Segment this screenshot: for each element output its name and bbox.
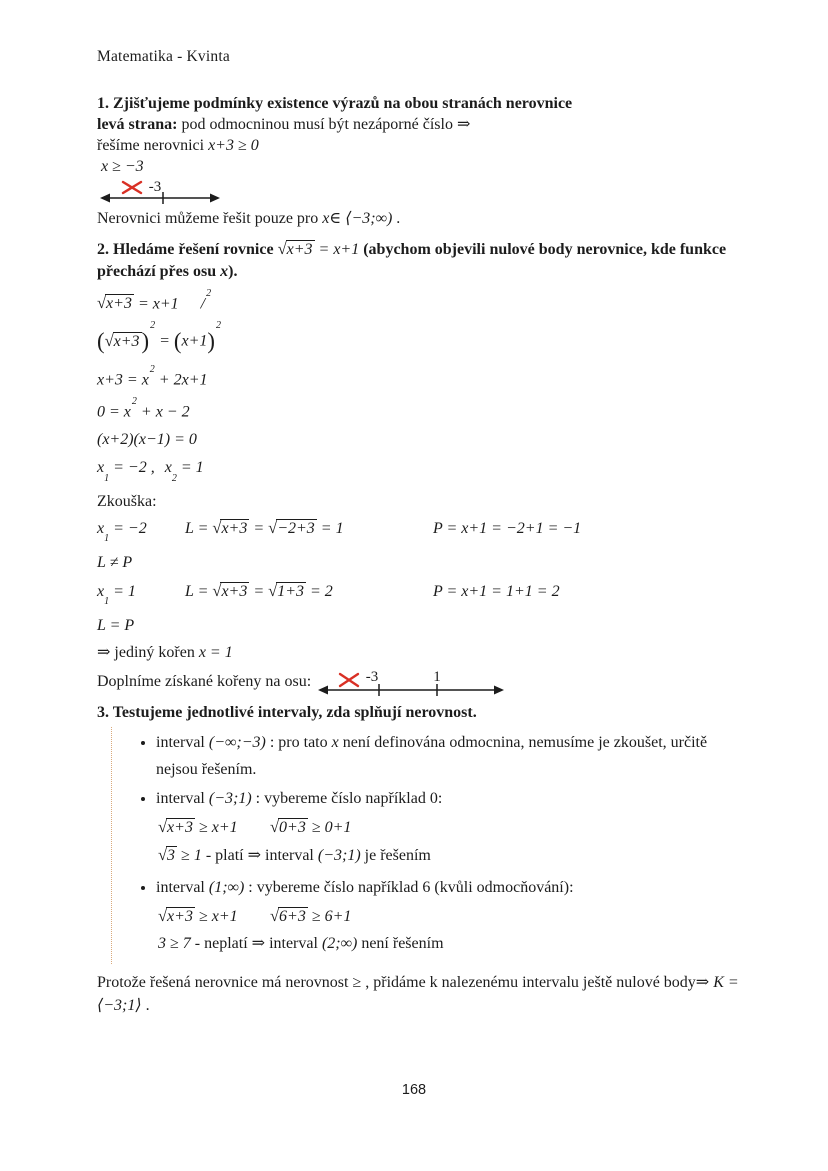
page-content bbox=[97, 93, 749, 1017]
solve-math: x+3 ≥ 0 bbox=[208, 137, 259, 154]
heading-2-end: ). bbox=[228, 263, 238, 280]
check-relation-2: L = P bbox=[97, 616, 135, 634]
section-2-heading bbox=[97, 238, 749, 283]
sqrt-icon: √ bbox=[212, 580, 222, 600]
result-line bbox=[97, 156, 749, 177]
conclusion-line bbox=[97, 208, 749, 229]
implies-arrow: ⇒ bbox=[97, 643, 111, 661]
solve-inequality-line bbox=[97, 135, 749, 156]
left-side-label: levá strana: bbox=[97, 116, 178, 133]
final-conclusion: Protože řešená nerovnice má nerovnost ≥ , přidáme k nalezenému intervalu ještě nulové body⇒ K = ⟨−3;1⟩ . bbox=[97, 973, 739, 1014]
check-root-1: $x_1 = -2$ bbox=[97, 519, 147, 544]
equation-factored: (x+2)(x−1) = 0 bbox=[97, 431, 197, 449]
check-row-1 bbox=[97, 516, 749, 546]
test-six-result-line: 3 ≥ 7 - neplatí ⇒ interval (2;∞) není řešením bbox=[158, 934, 444, 952]
check-left-side-1: L = √x+3 = √−2+3 = 1 bbox=[185, 517, 344, 537]
bullet-interval-minus3-1: • interval (−3;1) : vybereme číslo například 0: √x+3 ≥ x+1 √0+3 ≥ 0+1 √3 ≥ 1 - platí ⇒ interval (−3;1) je řešením bbox=[156, 785, 749, 867]
solution-set-math: K = ⟨−3;1⟩ bbox=[97, 973, 739, 1014]
test-six-math-row: √x+3 ≥ x+1 √6+3 ≥ 6+1 bbox=[158, 905, 352, 925]
implies-arrow: ⇒ bbox=[695, 973, 710, 991]
check-right-side-2: P = x+1 = 1+1 = 2 bbox=[433, 582, 560, 600]
sqrt-icon: √ bbox=[97, 293, 107, 313]
implies-arrow: ⇒ bbox=[247, 846, 261, 864]
roots-axis-row bbox=[97, 666, 749, 698]
check-left-side-2: L = √x+3 = √1+3 = 2 bbox=[185, 580, 333, 600]
section-1-heading: 1. Zjišťujeme podmínky existence výrazů na obou stranách nerovnice bbox=[97, 95, 573, 112]
bullet-interval-minus-inf: • interval (−∞;−3) : pro tato x není definována odmocnina, nemusíme je zkoušet, určitě nejsou řešením. bbox=[156, 729, 749, 783]
sqrt-icon: √ bbox=[158, 844, 168, 864]
cross-out-icon bbox=[123, 182, 141, 193]
conclusion-text: Nerovnici můžeme řešit pouze pro bbox=[97, 210, 323, 227]
tick-label-1: 1 bbox=[433, 668, 441, 685]
heading-2-start: 2. Hledáme řešení rovnice bbox=[97, 241, 278, 258]
sqrt-icon: √ bbox=[104, 330, 114, 350]
page-number: 168 bbox=[401, 1082, 427, 1098]
test-zero-result-line: √3 ≥ 1 - platí ⇒ interval (−3;1) je řešením bbox=[158, 844, 431, 864]
heading-2-var: x bbox=[220, 263, 229, 280]
equation-quadratic: $0 = x^2 + x - 2$ bbox=[97, 395, 190, 421]
implies-arrow: ⇒ bbox=[251, 934, 266, 952]
right-arrowhead-icon bbox=[210, 194, 220, 203]
bullet-interval-1-inf: • interval (1;∞) : vybereme číslo například 6 (kvůli odmocňování): √x+3 ≥ x+1 √6+3 ≥ 6+1 3 ≥ 7 - neplatí ⇒ interval (2;∞) není řešením bbox=[156, 874, 749, 955]
sqrt-icon: √ bbox=[270, 905, 280, 925]
square-both-sides: / bbox=[200, 295, 206, 313]
right-arrowhead-icon bbox=[494, 685, 504, 694]
check-right-side-1: P = x+1 = −2+1 = −1 bbox=[433, 519, 582, 537]
check-label: Zkouška: bbox=[97, 492, 157, 510]
number-line-2 bbox=[317, 666, 505, 698]
sqrt-icon: √ bbox=[270, 816, 280, 836]
equation-sqrt: √x+3 = x+1 /$^2$ bbox=[97, 288, 212, 313]
number-line-1 bbox=[99, 178, 221, 206]
check-root-2: $x_1 = 1$ bbox=[97, 582, 136, 607]
conclusion-math: x∈ ⟨−3;∞) bbox=[322, 210, 393, 227]
sqrt-icon: √ bbox=[277, 239, 287, 258]
interval-bullet-list bbox=[111, 727, 749, 964]
sqrt-icon: √ bbox=[158, 905, 168, 925]
tick-label-minus-3: -3 bbox=[148, 179, 162, 195]
heading-2-sqrt: √x+3 = x+1 bbox=[277, 239, 364, 258]
single-root-line: ⇒ jediný kořen x = 1 bbox=[97, 643, 233, 661]
heading-2-mid: (abychom objevili nulové body nerovnice, kde funkce přechází přes osu bbox=[97, 241, 727, 280]
check-relation-1: L ≠ P bbox=[97, 553, 133, 571]
page-header: Matematika - Kvinta bbox=[97, 48, 230, 65]
sqrt-icon: √ bbox=[212, 517, 222, 537]
equation-expanded: $x+3 = x^2 + 2x+1$ bbox=[97, 363, 208, 388]
equation-squared: $(√x+3)^2 = (x+1)^2$ bbox=[97, 320, 221, 354]
axis-caption: Doplníme získané kořeny na osu: bbox=[97, 672, 312, 690]
test-zero-math-row: √x+3 ≥ x+1 √0+3 ≥ 0+1 bbox=[158, 816, 352, 836]
check-row-2 bbox=[97, 579, 749, 609]
sqrt-icon: √ bbox=[158, 816, 168, 836]
left-side-text: pod odmocninou musí být nezáporné číslo bbox=[177, 116, 457, 133]
left-arrowhead-icon bbox=[318, 685, 328, 694]
sqrt-icon: √ bbox=[268, 580, 278, 600]
section-3-heading: 3. Testujeme jednotlivé intervaly, zda splňují nerovnost. bbox=[97, 703, 477, 721]
equation-roots: $x_1 = -2$ , $x_2 = 1$ bbox=[97, 459, 204, 484]
section-1-left-side-line bbox=[97, 114, 749, 135]
left-arrowhead-icon bbox=[100, 194, 110, 203]
sqrt-icon: √ bbox=[268, 517, 278, 537]
solve-text: řešíme nerovnici bbox=[97, 137, 209, 154]
conclusion-period: . bbox=[392, 210, 401, 227]
cross-out-icon bbox=[340, 674, 358, 686]
tick-label-minus-3: -3 bbox=[365, 668, 379, 685]
result-math: x ≥ −3 bbox=[101, 158, 144, 175]
implies-arrow: ⇒ bbox=[456, 116, 471, 133]
